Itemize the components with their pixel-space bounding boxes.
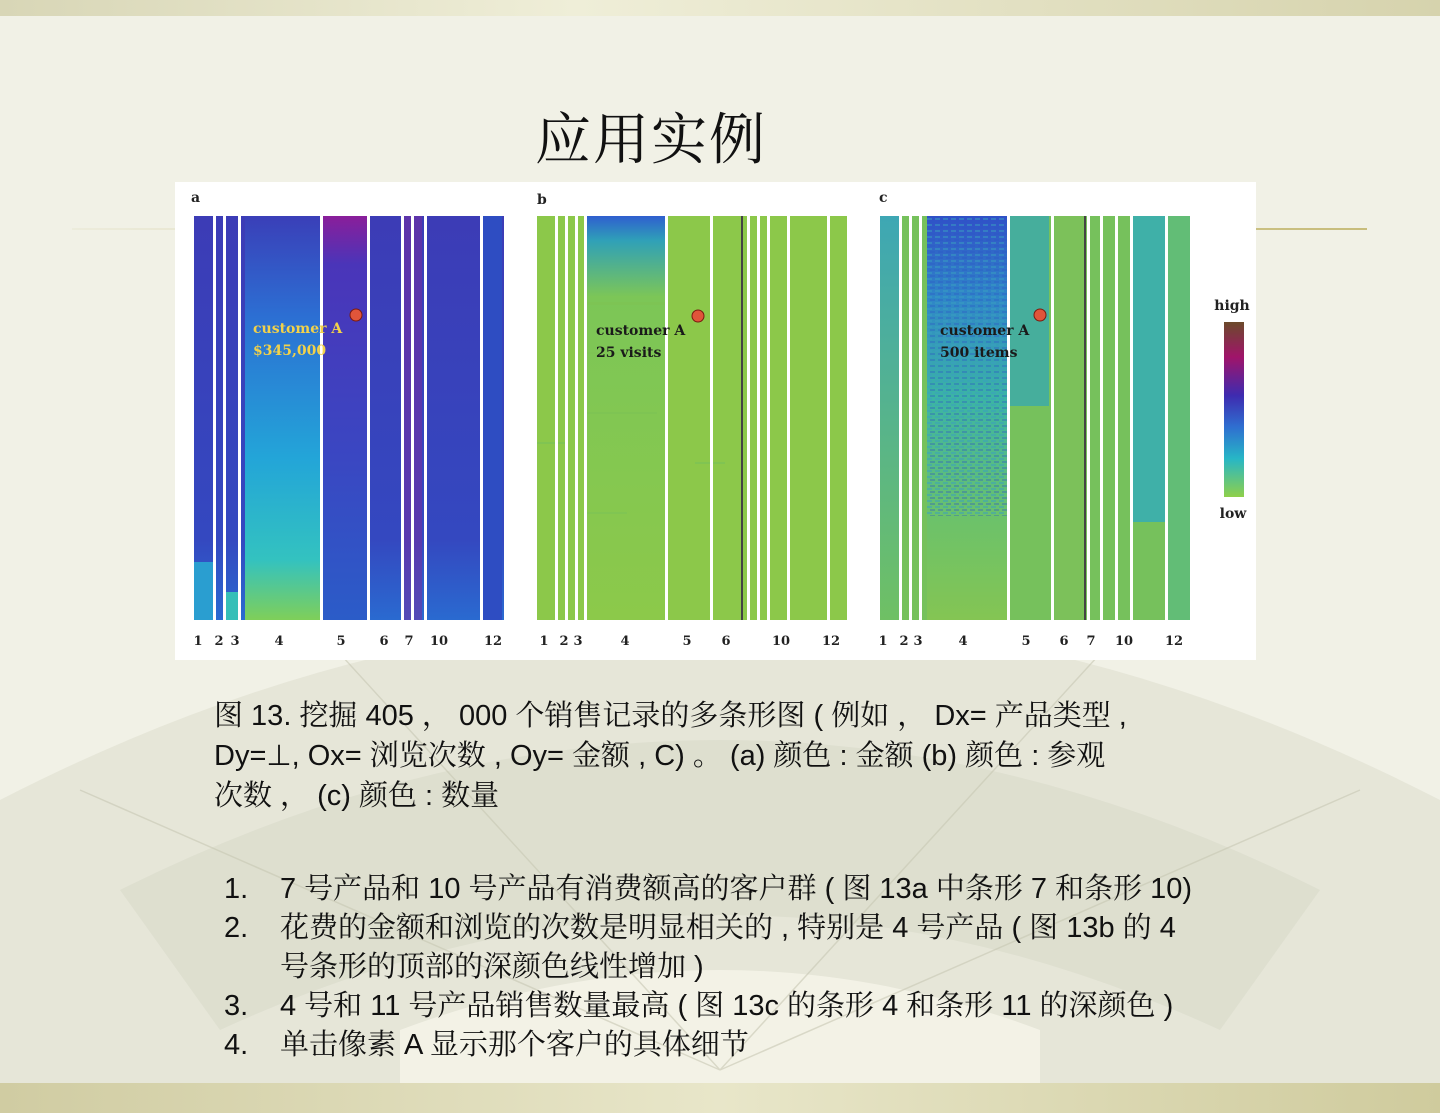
panel-b-annotation-line1: customer A bbox=[596, 323, 686, 339]
panel-c-annotation-line2: 500 items bbox=[940, 345, 1018, 361]
findings-list bbox=[224, 870, 1344, 1065]
panel-a-customer-marker[interactable] bbox=[350, 309, 362, 321]
panel-c-tick: 4 bbox=[958, 634, 968, 649]
panel-c-tick: 5 bbox=[1021, 634, 1031, 649]
list-item bbox=[224, 1026, 1344, 1065]
caption-line: Dy=⊥, Ox= 浏览次数 , Oy= 金额 , C) 。 (a) 颜色 : 金额 (b) 颜色 : 参观 bbox=[214, 740, 1106, 772]
list-item-text: 号条形的顶部的深颜色线性增加 ) bbox=[280, 951, 704, 983]
panel-b-tick: 5 bbox=[682, 634, 692, 649]
list-item-text: 花费的金额和浏览的次数是明显相关的 , 特别是 4 号产品 ( 图 13b 的 4 bbox=[280, 912, 1176, 944]
panel-c-tick: 3 bbox=[913, 634, 923, 649]
panel-a-tick: 3 bbox=[230, 634, 240, 649]
panel-c-annotation-line1: customer A bbox=[940, 323, 1030, 339]
list-item-number: 3. bbox=[224, 990, 249, 1022]
panel-a-tick: 4 bbox=[274, 634, 284, 649]
panel-c-tick: 2 bbox=[899, 634, 909, 649]
bottom-decor-band bbox=[0, 1083, 1440, 1113]
panel-c bbox=[878, 190, 1190, 649]
panel-b-tick: 4 bbox=[620, 634, 630, 649]
caption-line: 图 13. 挖掘 405 ， 000 个销售记录的多条形图 ( 例如 ， Dx= 产品类型 , bbox=[214, 700, 1127, 732]
list-item-text: 4 号和 11 号产品销售数量最高 ( 图 13c 的条形 4 和条形 11 的深颜色 ) bbox=[280, 990, 1174, 1022]
panel-b-letter: b bbox=[537, 192, 547, 208]
panel-c-customer-marker[interactable] bbox=[1034, 309, 1046, 321]
figure-svg bbox=[175, 182, 1256, 660]
list-item-number: 4. bbox=[224, 1029, 249, 1061]
list-item-text: 单击像素 A 显示那个客户的具体细节 bbox=[280, 1029, 749, 1061]
panel-c-letter: c bbox=[879, 190, 888, 206]
panel-b-tick: 10 bbox=[771, 634, 791, 649]
list-item bbox=[224, 909, 1344, 987]
panel-a-annotation-line2: $345,000 bbox=[253, 343, 327, 359]
panel-a-letter: a bbox=[191, 190, 201, 206]
panel-c-tick: 1 bbox=[878, 634, 888, 649]
slide-title: 应用实例 bbox=[535, 108, 767, 173]
list-item-number: 1. bbox=[224, 873, 249, 905]
panel-b-tick: 2 bbox=[559, 634, 569, 649]
panel-a-annotation-line1: customer A bbox=[253, 321, 343, 337]
figure-caption bbox=[214, 696, 1274, 816]
panel-b-tick: 3 bbox=[573, 634, 583, 649]
caption-line: 次数 ， (c) 颜色 : 数量 bbox=[214, 780, 500, 812]
panel-a-tick: 7 bbox=[404, 634, 414, 649]
panel-c-tick: 12 bbox=[1164, 634, 1184, 649]
panel-c-tick: 7 bbox=[1086, 634, 1096, 649]
top-decor-band bbox=[0, 0, 1440, 16]
list-item bbox=[224, 987, 1344, 1026]
list-item-number: 2. bbox=[224, 912, 249, 944]
list-item-text: 7 号产品和 10 号产品有消费额高的客户群 ( 图 13a 中条形 7 和条形 10) bbox=[280, 873, 1193, 905]
panel-b-tick: 12 bbox=[821, 634, 841, 649]
list-item bbox=[224, 870, 1344, 909]
panel-a-tick: 2 bbox=[214, 634, 224, 649]
panel-b-tick: 1 bbox=[539, 634, 549, 649]
colorbar-gradient bbox=[1224, 322, 1244, 497]
panel-a bbox=[191, 190, 504, 649]
panel-a-tick: 10 bbox=[429, 634, 449, 649]
panel-a-tick: 5 bbox=[336, 634, 346, 649]
multi-bar-figure bbox=[175, 182, 1256, 660]
panel-a-tick: 6 bbox=[379, 634, 389, 649]
colorbar-high-label: high bbox=[1214, 298, 1250, 314]
panel-c-tick: 10 bbox=[1114, 634, 1134, 649]
panel-a-tick: 1 bbox=[193, 634, 203, 649]
panel-b-tick: 6 bbox=[721, 634, 731, 649]
panel-b bbox=[537, 192, 847, 649]
colorbar-legend bbox=[1214, 298, 1249, 522]
panel-a-tick: 12 bbox=[483, 634, 503, 649]
panel-b-annotation-line2: 25 visits bbox=[596, 345, 662, 361]
panel-c-tick: 6 bbox=[1059, 634, 1069, 649]
colorbar-low-label: low bbox=[1219, 506, 1247, 522]
panel-b-customer-marker[interactable] bbox=[692, 310, 704, 322]
